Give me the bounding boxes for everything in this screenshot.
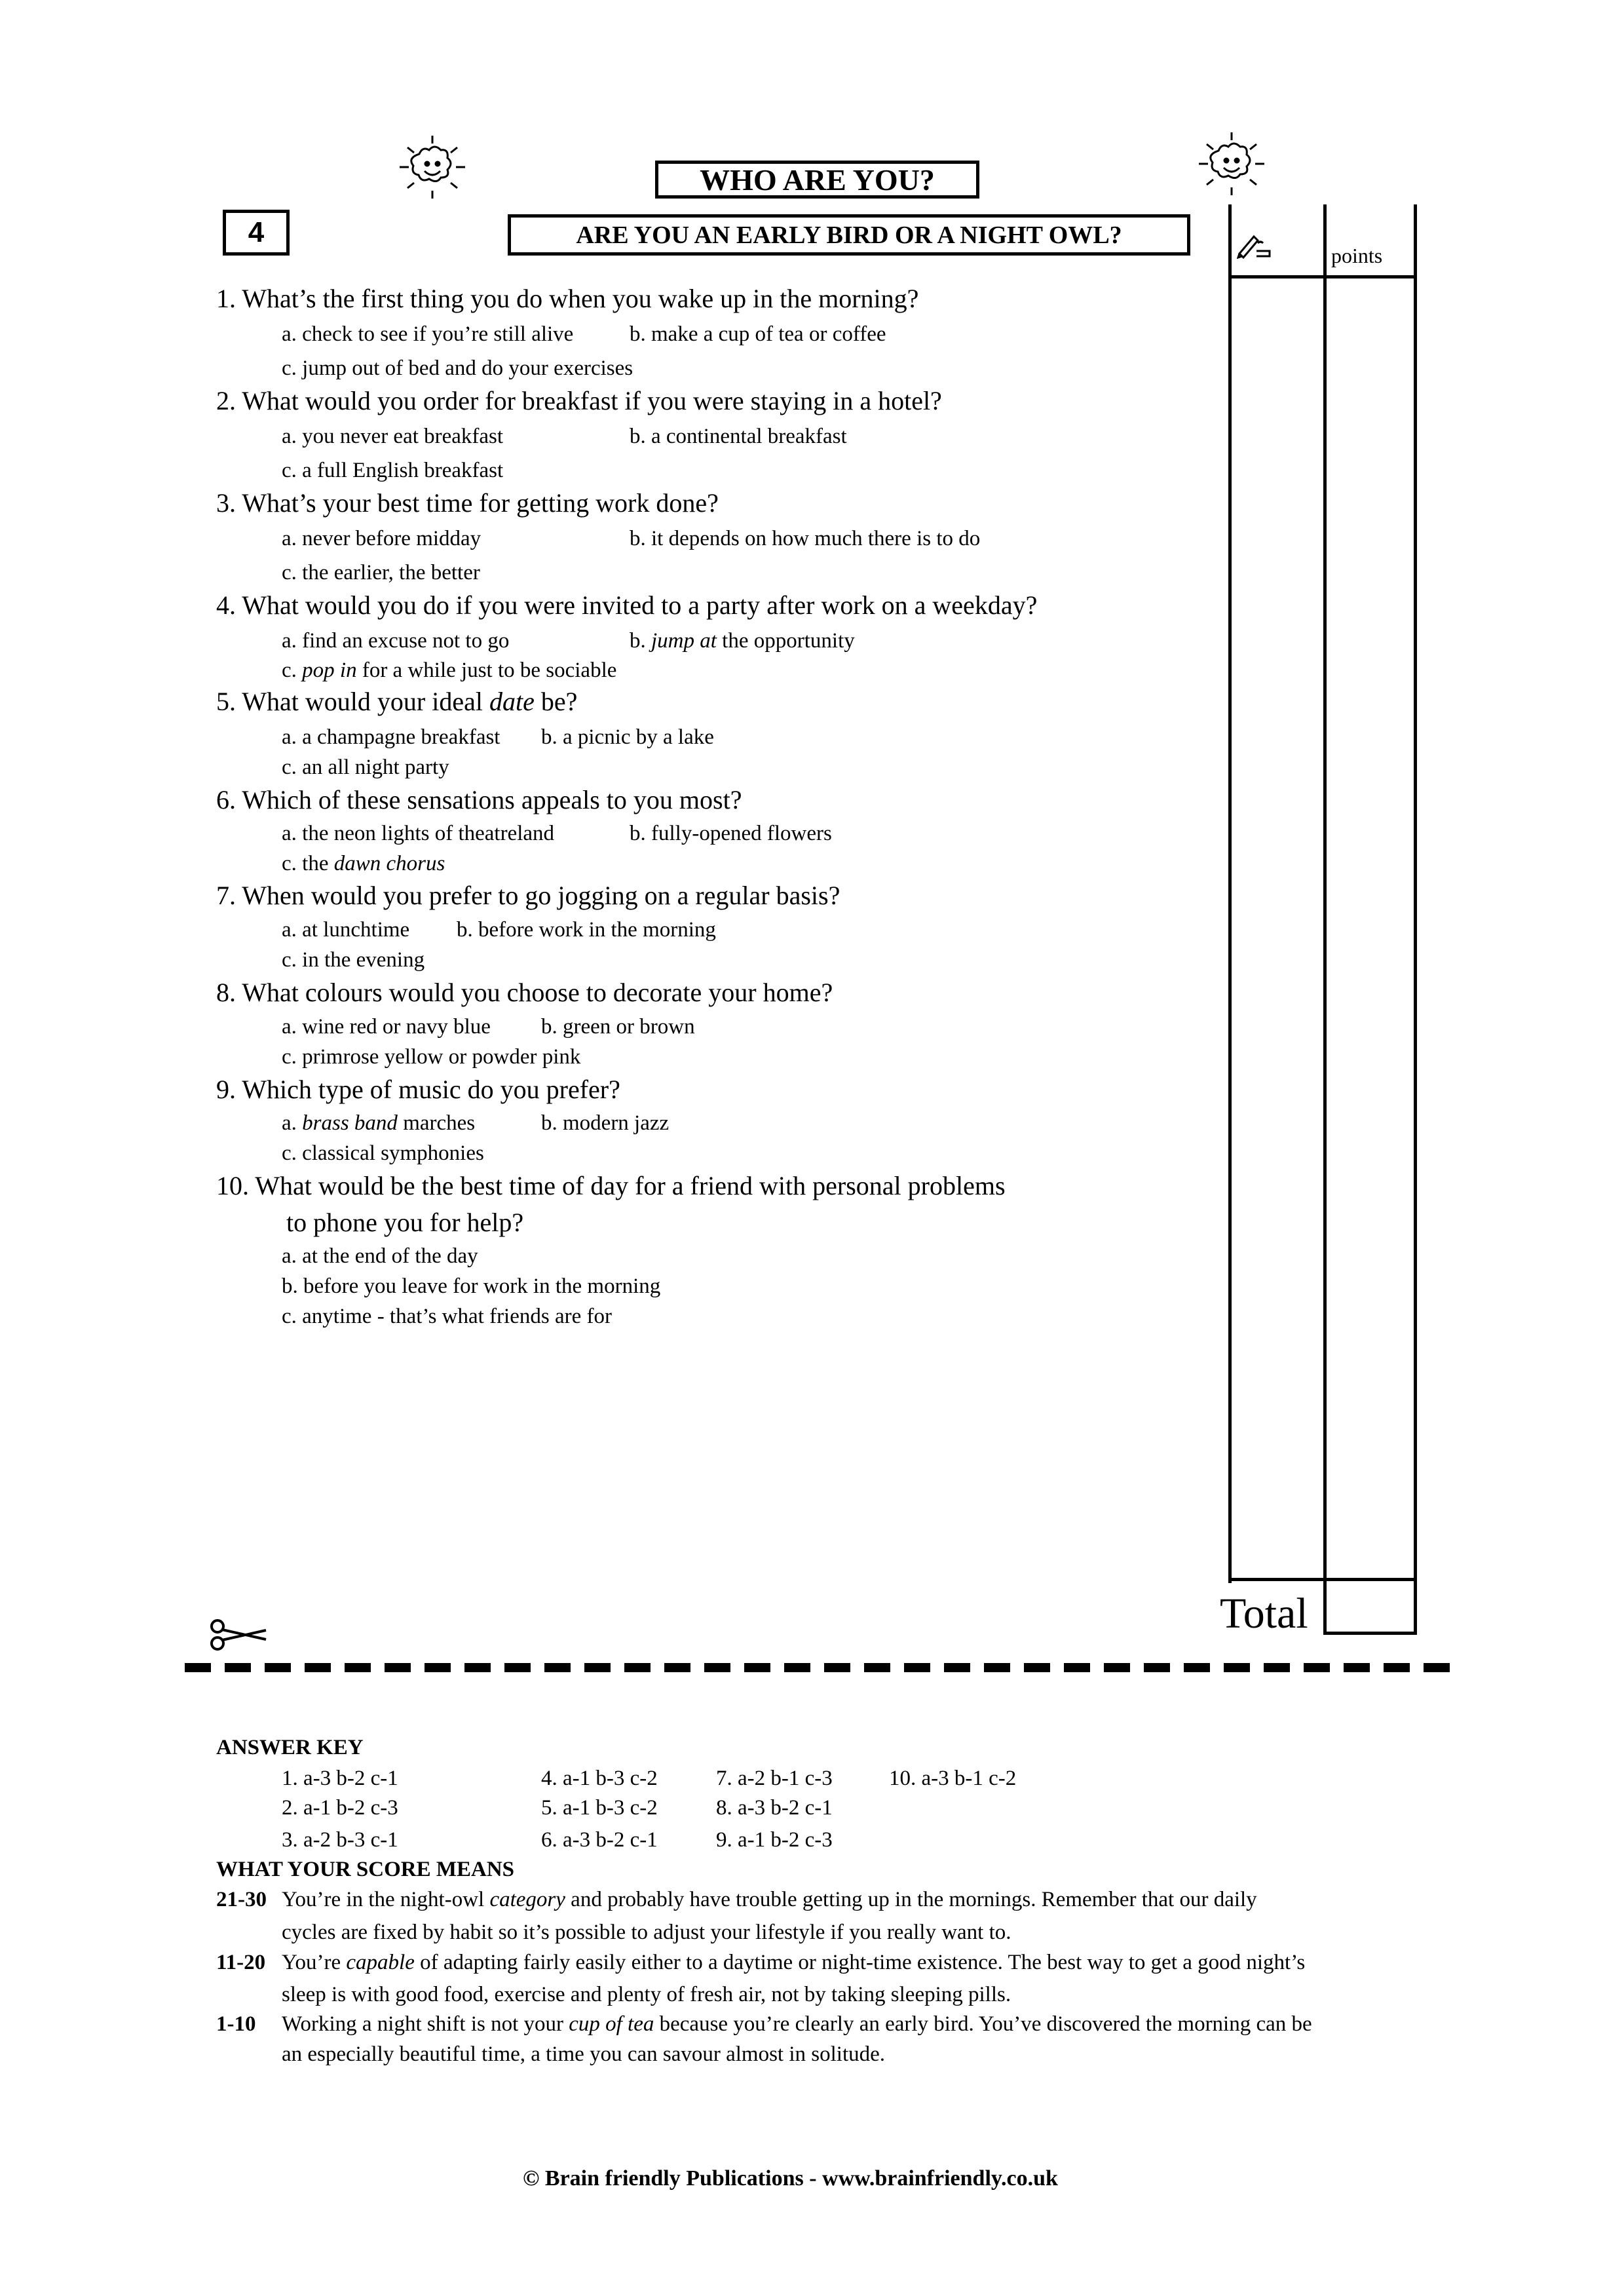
question-10: 10. What would be the best time of day for a friend with personal problems xyxy=(216,1171,1006,1200)
option-8c: c. primrose yellow or powder pink xyxy=(282,1045,581,1069)
question-10-continued: to phone you for help? xyxy=(286,1208,524,1237)
option-5a: a. a champagne breakfast xyxy=(282,725,500,749)
option-3a: a. never before midday xyxy=(282,527,482,550)
cut-line-dash xyxy=(185,1663,211,1672)
cut-line-dash xyxy=(704,1663,730,1672)
option-4b: b. jump at the opportunity xyxy=(630,629,855,653)
option-6b: b. fully-opened flowers xyxy=(630,822,832,845)
option-10a: a. at the end of the day xyxy=(282,1244,478,1268)
page-subtitle: ARE YOU AN EARLY BIRD OR A NIGHT OWL? xyxy=(508,214,1190,256)
cut-line-dash xyxy=(944,1663,970,1672)
option-8b: b. green or brown xyxy=(541,1015,695,1039)
answer-key-item: 9. a-1 b-2 c-3 xyxy=(716,1828,833,1852)
score-range-label: 21-30 xyxy=(216,1888,267,1911)
cut-line-dash xyxy=(305,1663,331,1672)
total-box-bottom xyxy=(1323,1632,1417,1635)
cut-line-dash xyxy=(1264,1663,1290,1672)
question-5: 5. What would your ideal date be? xyxy=(216,687,578,716)
pen-writing-icon xyxy=(1237,231,1274,259)
cut-line-dash xyxy=(904,1663,930,1672)
score-range-description: sleep is with good food, exercise and plenty of fresh air, not by taking sleeping pills. xyxy=(282,1983,1011,2006)
answer-key-item: 4. a-1 b-3 c-2 xyxy=(541,1767,658,1790)
score-range-description: You’re capable of adapting fairly easily either to a daytime or night-time existence. The best way to get a good night’s xyxy=(282,1951,1306,1974)
cut-line-dash xyxy=(824,1663,850,1672)
cut-line-dash xyxy=(385,1663,411,1672)
option-1b: b. make a cup of tea or coffee xyxy=(630,322,886,346)
option-5c: c. an all night party xyxy=(282,756,449,779)
score-column-bottom xyxy=(1228,1578,1417,1581)
cut-line-dash xyxy=(1344,1663,1370,1672)
option-6a: a. the neon lights of theatreland xyxy=(282,822,555,845)
score-column-left-border xyxy=(1228,204,1232,1583)
cut-line-dash xyxy=(984,1663,1010,1672)
option-7a: a. at lunchtime xyxy=(282,918,410,942)
score-range-label: 1-10 xyxy=(216,2012,256,2036)
answer-key-item: 5. a-1 b-3 c-2 xyxy=(541,1796,658,1820)
option-8a: a. wine red or navy blue xyxy=(282,1015,491,1039)
smiling-sun-icon xyxy=(393,134,472,200)
question-7: 7. When would you prefer to go jogging on a regular basis? xyxy=(216,881,840,910)
score-range-label: 11-20 xyxy=(216,1951,266,1974)
cut-line-dash xyxy=(584,1663,611,1672)
question-2: 2. What would you order for breakfast if you were staying in a hotel? xyxy=(216,386,942,415)
question-1: 1. What’s the first thing you do when you wake up in the morning? xyxy=(216,284,919,313)
option-2a: a. you never eat breakfast xyxy=(282,425,504,448)
option-9b: b. modern jazz xyxy=(541,1111,670,1135)
option-10c: c. anytime - that’s what friends are for xyxy=(282,1305,612,1328)
option-10b: b. before you leave for work in the morning xyxy=(282,1274,661,1298)
score-range-description: Working a night shift is not your cup of tea because you’re clearly an early bird. You’ve discovered the morning can be xyxy=(282,2012,1312,2036)
score-column-header-divider xyxy=(1228,275,1417,278)
option-9c: c. classical symphonies xyxy=(282,1141,484,1165)
question-6: 6. Which of these sensations appeals to you most? xyxy=(216,785,742,814)
score-range-description: cycles are fixed by habit so it’s possible to adjust your lifestyle if you really want to. xyxy=(282,1921,1011,1944)
cut-line-dash xyxy=(1304,1663,1330,1672)
answer-key-item: 10. a-3 b-1 c-2 xyxy=(889,1767,1017,1790)
question-8: 8. What colours would you choose to decorate your home? xyxy=(216,978,833,1007)
option-4c: c. pop in for a while just to be sociable xyxy=(282,659,617,682)
cut-line-dash xyxy=(864,1663,890,1672)
cut-line-dash xyxy=(1104,1663,1130,1672)
page-title: WHO ARE YOU? xyxy=(655,161,979,199)
scissors-icon xyxy=(208,1618,267,1651)
unit-number-box: 4 xyxy=(223,210,290,256)
option-7c: c. in the evening xyxy=(282,948,425,972)
total-label: Total xyxy=(1220,1590,1308,1637)
option-3c: c. the earlier, the better xyxy=(282,561,480,584)
cut-line-dash xyxy=(744,1663,770,1672)
score-range-description: an especially beautiful time, a time you can savour almost in solitude. xyxy=(282,2042,886,2066)
option-7b: b. before work in the morning xyxy=(457,918,716,942)
smiling-sun-icon xyxy=(1192,131,1271,197)
option-6c: c. the dawn chorus xyxy=(282,852,445,875)
question-4: 4. What would you do if you were invited to a party after work on a weekday? xyxy=(216,590,1038,620)
cut-line-dash xyxy=(1024,1663,1050,1672)
option-2b: b. a continental breakfast xyxy=(630,425,847,448)
answer-key-item: 3. a-2 b-3 c-1 xyxy=(282,1828,398,1852)
footer-copyright: © Brain friendly Publications - www.brainfriendly.co.uk xyxy=(523,2166,1058,2191)
cut-line-dash xyxy=(345,1663,371,1672)
option-1a: a. check to see if you’re still alive xyxy=(282,322,574,346)
cut-line-dash xyxy=(1064,1663,1090,1672)
cut-line-dash xyxy=(544,1663,571,1672)
question-3: 3. What’s your best time for getting work done? xyxy=(216,488,719,518)
cut-line-dash xyxy=(624,1663,651,1672)
cut-line-dash xyxy=(265,1663,291,1672)
answer-key-heading: ANSWER KEY xyxy=(216,1736,364,1759)
answer-key-item: 7. a-2 b-1 c-3 xyxy=(716,1767,833,1790)
answer-key-item: 1. a-3 b-2 c-1 xyxy=(282,1767,398,1790)
cut-line-dash xyxy=(664,1663,690,1672)
score-column-middle-border xyxy=(1323,204,1327,1634)
cut-line-dash xyxy=(1184,1663,1210,1672)
answer-key-item: 2. a-1 b-2 c-3 xyxy=(282,1796,398,1820)
cut-line-dash xyxy=(1384,1663,1410,1672)
option-3b: b. it depends on how much there is to do xyxy=(630,527,981,550)
score-column-right-border xyxy=(1414,204,1417,1634)
points-column-header: points xyxy=(1331,244,1383,267)
cut-line-dash xyxy=(464,1663,491,1672)
option-9a: a. brass band marches xyxy=(282,1111,476,1135)
option-5b: b. a picnic by a lake xyxy=(541,725,714,749)
option-4a: a. find an excuse not to go xyxy=(282,629,510,653)
cut-line-dash xyxy=(225,1663,251,1672)
option-1c: c. jump out of bed and do your exercises xyxy=(282,356,633,380)
answer-key-item: 8. a-3 b-2 c-1 xyxy=(716,1796,833,1820)
cut-line-dash xyxy=(784,1663,810,1672)
score-means-heading: WHAT YOUR SCORE MEANS xyxy=(216,1858,515,1881)
option-2c: c. a full English breakfast xyxy=(282,459,504,482)
answer-key-item: 6. a-3 b-2 c-1 xyxy=(541,1828,658,1852)
cut-line-dash xyxy=(1224,1663,1250,1672)
cut-line-dash xyxy=(1424,1663,1450,1672)
cut-line-dash xyxy=(425,1663,451,1672)
score-range-description: You’re in the night-owl category and probably have trouble getting up in the mornings. Remember that our daily xyxy=(282,1888,1257,1911)
cut-line-dash xyxy=(504,1663,531,1672)
cut-line-dash xyxy=(1144,1663,1170,1672)
question-9: 9. Which type of music do you prefer? xyxy=(216,1075,620,1104)
